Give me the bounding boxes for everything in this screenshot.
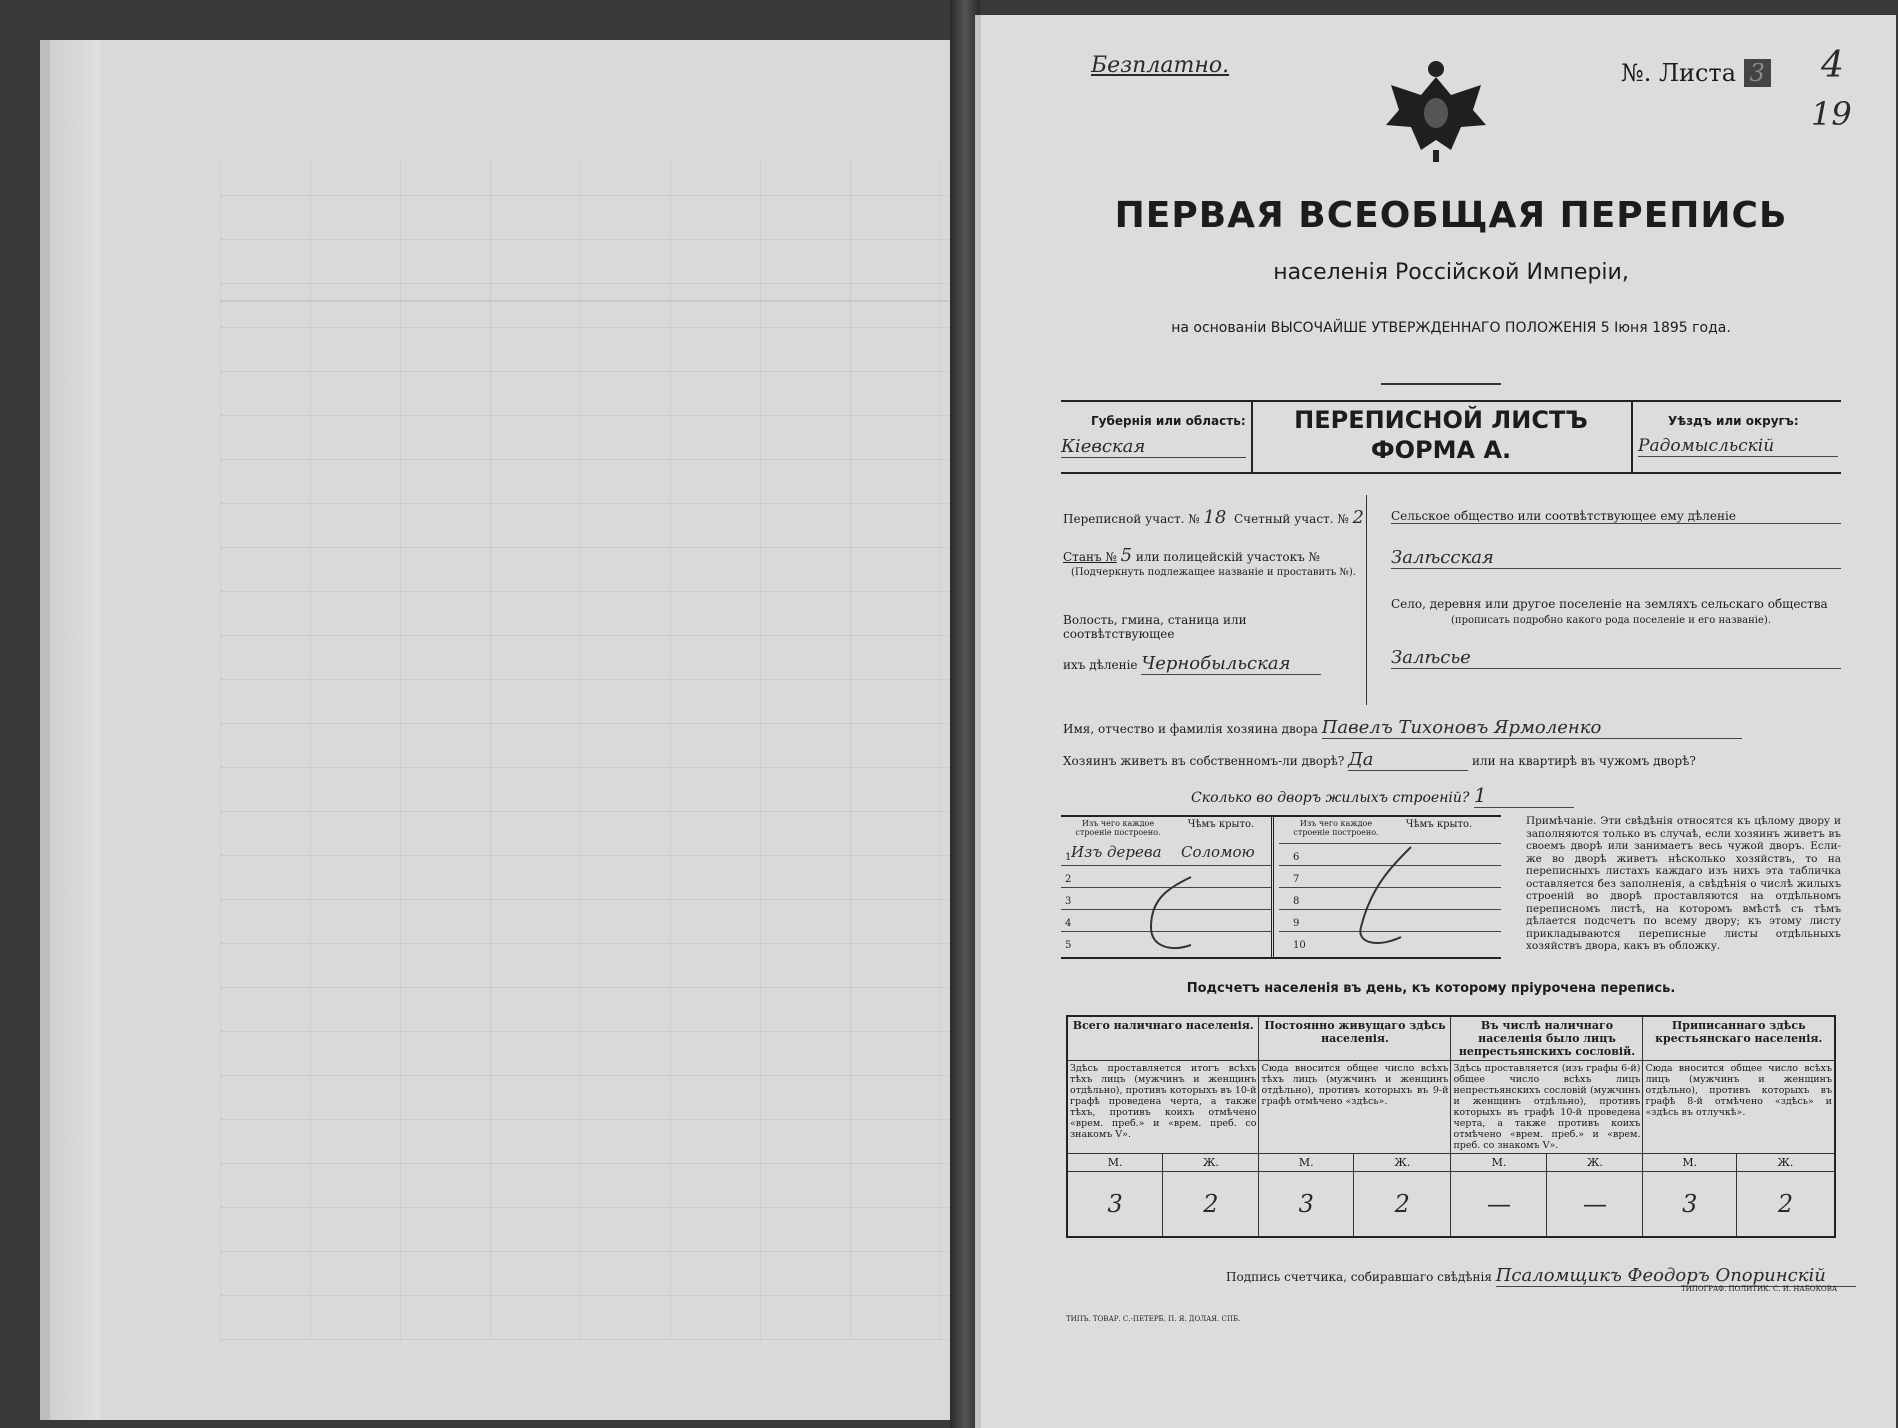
material-header: Изъ чего каждое строеніе построено. [1075, 819, 1161, 837]
page-edge [50, 40, 100, 1420]
village-label: Село, деревня или другое поселеніе на земляхъ сельскаго общества [1391, 597, 1828, 611]
form-name: ФОРМА А. [1370, 436, 1512, 464]
underline-note: (Подчеркнуть подлежащее названіе и проставить №). [1071, 567, 1356, 578]
blank-strokes [1061, 817, 1501, 957]
province-cell [1061, 402, 1253, 472]
form-title: ПЕРЕПИСНОЙ ЛИСТЪ [1294, 406, 1588, 434]
sheet-number-label: №. Листа 3 [1621, 59, 1771, 87]
summary-desc-row: Здѣсь проставляется итогъ всѣхъ тѣхъ лицъ (мужчинъ и женщинъ отдѣльно), противъ которыхъ въ 10-й графѣ проведена черта, а также тѣхъ, противъ коихъ отмѣчено «врем. преб.» и «врем. преб. со знакомъ V». Сюда вносится общее число всѣхъ тѣхъ лицъ (мужчинъ и женщинъ отдѣльно), противъ которыхъ въ 9-й графѣ отмѣчено «здѣсь». Здѣсь проставляется (изъ графы 6-й) общее число всѣхъ лицъ непрестьянскихъ сословій (мужчинъ и женщинъ отдѣльно), противъ которыхъ въ графѣ 10-й проведена черта, а также противъ коихъ отмѣчено «врем. преб.» и «врем. преб. со знакомъ V». Сюда вносится общее число всѣхъ лицъ (мужчинъ и женщинъ отдѣльно), противъ которыхъ въ графѣ 8-й отмѣчено «здѣсь» и «здѣсь въ отлучкѣ». [1067, 1061, 1835, 1154]
census-plot-field: Переписной участ. № 18 Счетный участ. № 2 [1063, 507, 1364, 528]
owns-field: Хозяинъ живетъ въ собственномъ-ли дворѣ? Да или на квартирѣ въ чужомъ дворѣ? [1063, 749, 1696, 770]
imperial-eagle-emblem [1381, 55, 1491, 165]
left-page [40, 40, 960, 1420]
province-value: Кіевская [1061, 436, 1246, 458]
divider [1381, 383, 1501, 385]
summary-title-row: Всего наличнаго населенія. Постоянно живущаго здѣсь населенія. Въ числѣ наличнаго населенія было лицъ непрестьянскихъ сословій. Приписаннаго здѣсь крестьянскаго населенія. [1067, 1016, 1835, 1061]
census-subtitle: населенія Россійской Имперіи, [1273, 260, 1629, 285]
buildings-table [1061, 815, 1501, 959]
roof-header: Чѣмъ крыто. [1187, 819, 1255, 830]
row1-roof: Соломою [1181, 843, 1255, 861]
faint-grid [220, 160, 1000, 1340]
volost-label: Волость, гмина, станица или соотвѣтствующее [1063, 613, 1247, 641]
society-value: Залѣсская [1391, 547, 1841, 569]
corner-mark-2: 19 [1811, 95, 1852, 133]
district-cell [1631, 402, 1843, 472]
census-basis: на основаніи ВЫСОЧАЙШЕ УТВЕРЖДЕННАГО ПОЛОЖЕНІЯ 5 Іюня 1895 года. [1171, 320, 1731, 336]
district-label: Уѣздъ или округъ: [1668, 414, 1799, 428]
note-text: Примѣчаніе. Эти свѣдѣнія относятся къ цѣлому двору и заполняются только въ случаѣ, если хозяинъ живетъ въ своемъ дворѣ или занимаетъ весь чужой дворъ. Если-же во дворѣ живетъ нѣсколько хозяйствъ, то на переписныхъ листахъ каждаго изъ нихъ эта табличка оставляется без заполненія, а свѣдѣнія о числѣ жилыхъ строеній во дворѣ проставляются на отдѣльномъ переписномъ листѣ, на которомъ вмѣстѣ съ тѣмъ дѣлается подсчетъ по всему двору; къ этому листу прикладываются переписные листы отдѣльныхъ хозяйствъ двора, какъ въ обложку. [1526, 815, 1841, 952]
summary-heading: Подсчетъ населенія въ день, къ которому пріурочена перепись. [1186, 981, 1676, 996]
row-numbers-right: 6 7 8 9 10 [1293, 852, 1306, 951]
sheet-number-value: 3 [1744, 59, 1771, 87]
free-label: Безплатно. [1091, 53, 1230, 78]
volost-field: ихъ дѣленіе Чернобыльская [1063, 653, 1321, 675]
owner-field: Имя, отчество и фамилія хозяина двора Павелъ Тихоновъ Ярмоленко [1063, 717, 1742, 739]
province-label: Губернія или область: [1091, 414, 1246, 428]
signature-field: Подпись счетчика, собиравшаго свѣдѣнія Псаломщикъ Феодоръ Опоринскій [1226, 1265, 1856, 1287]
summary-sex-row: М. Ж. М. Ж. М. Ж. М. Ж. [1067, 1154, 1835, 1172]
village-note: (прописать подробно какого рода поселеніе и его названіе). [1451, 615, 1771, 626]
row1-material: Изъ дерева [1071, 843, 1162, 861]
society-label: Сельское общество или соотвѣтствующее ему дѣленіе [1391, 509, 1841, 524]
printer-mark-right: ТИПОГРАФ. ПОЛИТИК. С. И. НАБОКОВА [1681, 1285, 1838, 1293]
census-title: ПЕРВАЯ ВСЕОБЩАЯ ПЕРЕПИСЬ [1114, 195, 1788, 236]
form-header-box [1061, 400, 1841, 474]
village-value: Залѣсье [1391, 647, 1841, 669]
stan-field: Станъ № 5 или полицейскій участокъ № [1063, 545, 1320, 566]
printer-mark-left: ТИПЪ. ТОВАР. С.-ПЕТЕРБ. П. Я. ДОЛАЯ. СПБ. [1066, 1315, 1241, 1323]
buildings-right: Изъ чего каждое строеніе построено. Чѣмъ крыто. 6 7 8 9 10 [1279, 817, 1501, 957]
buildings-field: Сколько во дворъ жилыхъ строеній? 1 [1191, 783, 1574, 808]
summary-value-row: 3 2 3 2 — — 3 2 [1067, 1172, 1835, 1238]
row-numbers-left: 1 2 3 4 5 [1065, 852, 1072, 951]
district-value: Радомысльскій [1638, 436, 1838, 457]
column-divider [1366, 495, 1367, 705]
corner-mark-1: 4 [1821, 45, 1844, 86]
census-form-page [975, 15, 1896, 1428]
summary-table [1066, 1015, 1836, 1238]
